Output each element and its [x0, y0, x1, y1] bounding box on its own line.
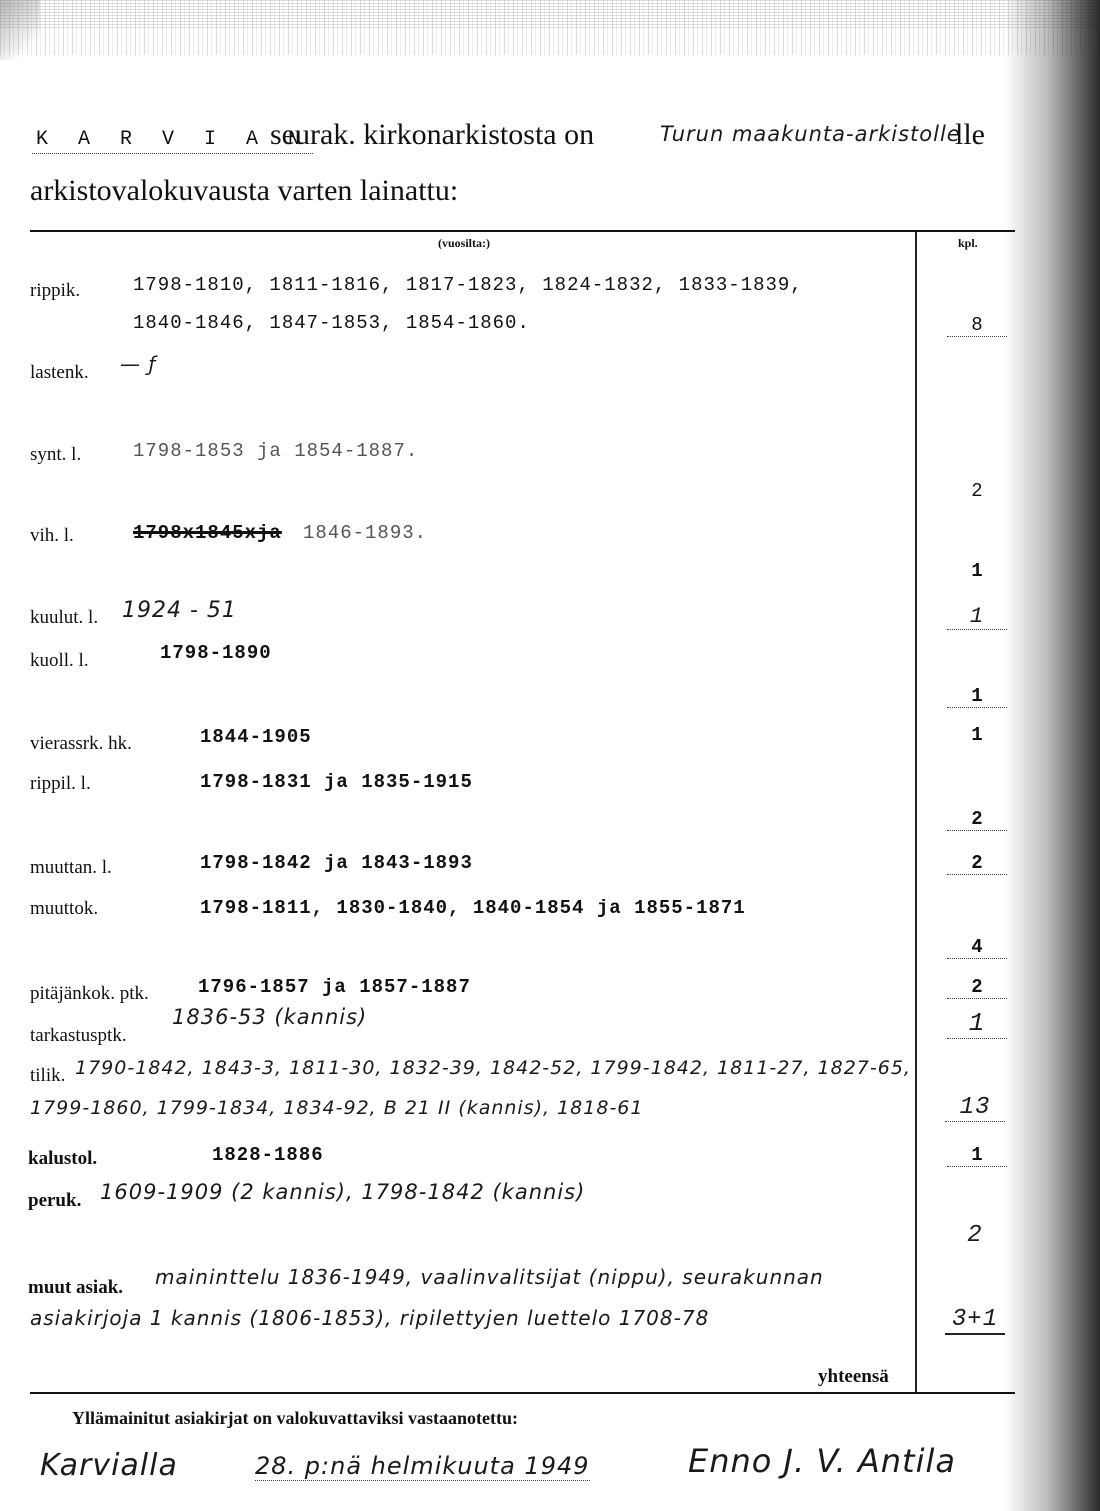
row-label: muuttok.: [30, 898, 99, 919]
row-count: 2: [947, 808, 1007, 831]
total-label: yhteensä: [818, 1366, 889, 1387]
row-count: 2: [967, 1222, 983, 1249]
row-handwritten: — ƒ: [120, 352, 157, 376]
row-struck-years: 1798x1845xja: [133, 522, 282, 544]
row-count: 1: [971, 724, 983, 746]
row-count: 1: [947, 604, 1007, 630]
row-label: kuulut. l.: [30, 607, 99, 628]
header-line1-handwritten: Turun maakunta-arkistolle: [660, 122, 961, 146]
row-years: 1798-1811, 1830-1840, 1840-1854 ja 1855-1871: [200, 897, 746, 919]
row-label: vierassrk. hk.: [30, 733, 132, 754]
row-label: peruk.: [28, 1190, 82, 1211]
table-top-rule: [30, 230, 1015, 232]
date-handwritten: 28. p:nä helmikuuta 1949: [255, 1452, 590, 1480]
row-label: tilik.: [30, 1065, 66, 1086]
row-years: 1798-1831 ja 1835-1915: [200, 771, 473, 793]
row-years-cont: 1840-1846, 1847-1853, 1854-1860.: [133, 312, 530, 334]
row-count: 13: [945, 1094, 1005, 1122]
row-years: 1798-1853 ja 1854-1887.: [133, 440, 419, 462]
row-years: 1796-1857 ja 1857-1887: [198, 976, 471, 998]
row-count: 1: [971, 560, 983, 582]
row-label: synt. l.: [30, 444, 82, 465]
row-years: 1844-1905: [200, 726, 312, 748]
count-column-rule: [915, 232, 917, 1392]
received-statement: Yllämainitut asiakirjat on valokuvattaviksi vastaanotettu:: [72, 1408, 519, 1428]
row-label: vih. l.: [30, 525, 74, 546]
row-label: kalustol.: [28, 1148, 98, 1169]
row-label: muut asiak.: [28, 1277, 124, 1298]
scan-noise-lines: [0, 0, 1100, 28]
row-years: 1828-1886: [212, 1144, 324, 1166]
scan-shadow-right: [1005, 0, 1100, 1511]
parish-name: K A R V I A N: [32, 128, 313, 154]
row-count: 2: [971, 480, 983, 502]
row-handwritten-cont: 1799-1860, 1799-1834, 1834-92, B 21 II (kannis), 1818-61: [30, 1097, 644, 1119]
row-count: 1: [947, 1144, 1007, 1167]
row-label: pitäjänkok. ptk.: [30, 983, 149, 1004]
row-handwritten: 1790-1842, 1843-3, 1811-30, 1832-39, 1842-52, 1799-1842, 1811-27, 1827-65,: [75, 1057, 911, 1079]
row-count: 1: [947, 685, 1007, 708]
row-label: kuoll. l.: [30, 650, 89, 671]
row-count: 8: [947, 314, 1007, 337]
row-label: rippil. l.: [30, 773, 91, 794]
row-years: 1798-1842 ja 1843-1893: [200, 852, 473, 874]
row-count: 2: [947, 852, 1007, 875]
row-handwritten: maininttelu 1836-1949, vaalinvalitsijat (nippu), seurakunnan: [155, 1265, 824, 1289]
table-bottom-rule: [30, 1392, 1015, 1394]
row-handwritten: 1609-1909 (2 kannis), 1798-1842 (kannis): [100, 1180, 586, 1204]
years-column-header: (vuosilta:): [438, 236, 490, 250]
header-line2: arkistovalokuvausta varten lainattu:: [30, 174, 459, 207]
row-count: 4: [947, 936, 1007, 959]
row-years: 1846-1893.: [303, 522, 428, 544]
scan-corner-shadow: [0, 0, 40, 60]
row-label: lastenk.: [30, 362, 89, 383]
row-label: tarkastusptk.: [30, 1025, 127, 1046]
row-count: 2: [947, 976, 1007, 999]
row-count: 3+1: [945, 1306, 1005, 1335]
header-line1-tail: lle: [955, 118, 985, 151]
row-handwritten: 1924 - 51: [122, 598, 237, 623]
place-handwritten: Karvialla: [40, 1448, 178, 1483]
row-years: 1798-1890: [160, 642, 272, 664]
row-label: rippik.: [30, 280, 81, 301]
row-handwritten-cont: asiakirjoja 1 kannis (1806-1853), ripilettyjen luettelo 1708-78: [30, 1306, 710, 1330]
row-label: muuttan. l.: [30, 857, 112, 878]
header-line1-print: seurak. kirkonarkistosta on: [270, 118, 595, 151]
row-count: 1: [947, 1008, 1007, 1039]
row-handwritten: 1836-53 (kannis): [172, 1005, 368, 1029]
count-column-header: kpl.: [958, 236, 978, 250]
signature: Enno J. V. Antila: [688, 1442, 956, 1480]
row-years: 1798-1810, 1811-1816, 1817-1823, 1824-1832, 1833-1839,: [133, 274, 803, 296]
